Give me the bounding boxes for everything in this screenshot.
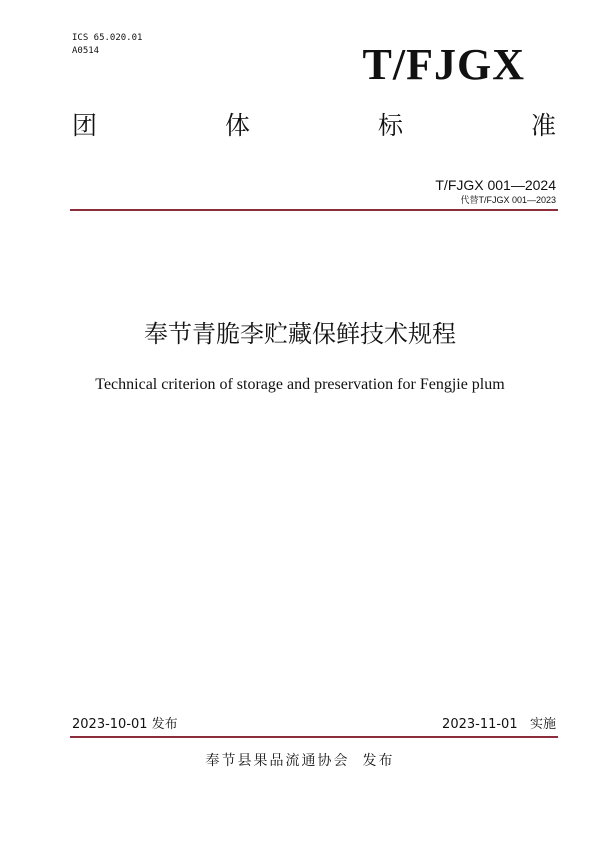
publisher: 奉节县果品流通协会 发布 [205, 753, 395, 769]
top-divider [70, 209, 558, 211]
bottom-divider [70, 736, 558, 738]
implement-date: 2023-11-01 实施 [442, 717, 556, 732]
ccs-code: A0514 [72, 46, 100, 56]
publish-date: 2023-10-01 发布 [72, 717, 178, 732]
standard-type-char: 准 [530, 111, 556, 140]
replaces-note: 代替T/FJGX 001—2023 [460, 195, 556, 205]
standard-type-char: 标 [377, 111, 403, 140]
standard-type [72, 110, 556, 142]
standard-type-char: 体 [224, 111, 250, 140]
standard-number: T/FJGX 001—2024 [435, 177, 556, 193]
ics-code: ICS 65.020.01 [72, 33, 143, 43]
classification-codes [72, 32, 142, 58]
standard-type-char: 团 [72, 111, 98, 140]
document-title-cn: 奉节青脆李贮藏保鲜技术规程 [144, 320, 456, 348]
standard-logo: T/FJGX [362, 40, 525, 89]
document-title-en: Technical criterion of storage and preservation for Fengjie plum [95, 376, 505, 393]
